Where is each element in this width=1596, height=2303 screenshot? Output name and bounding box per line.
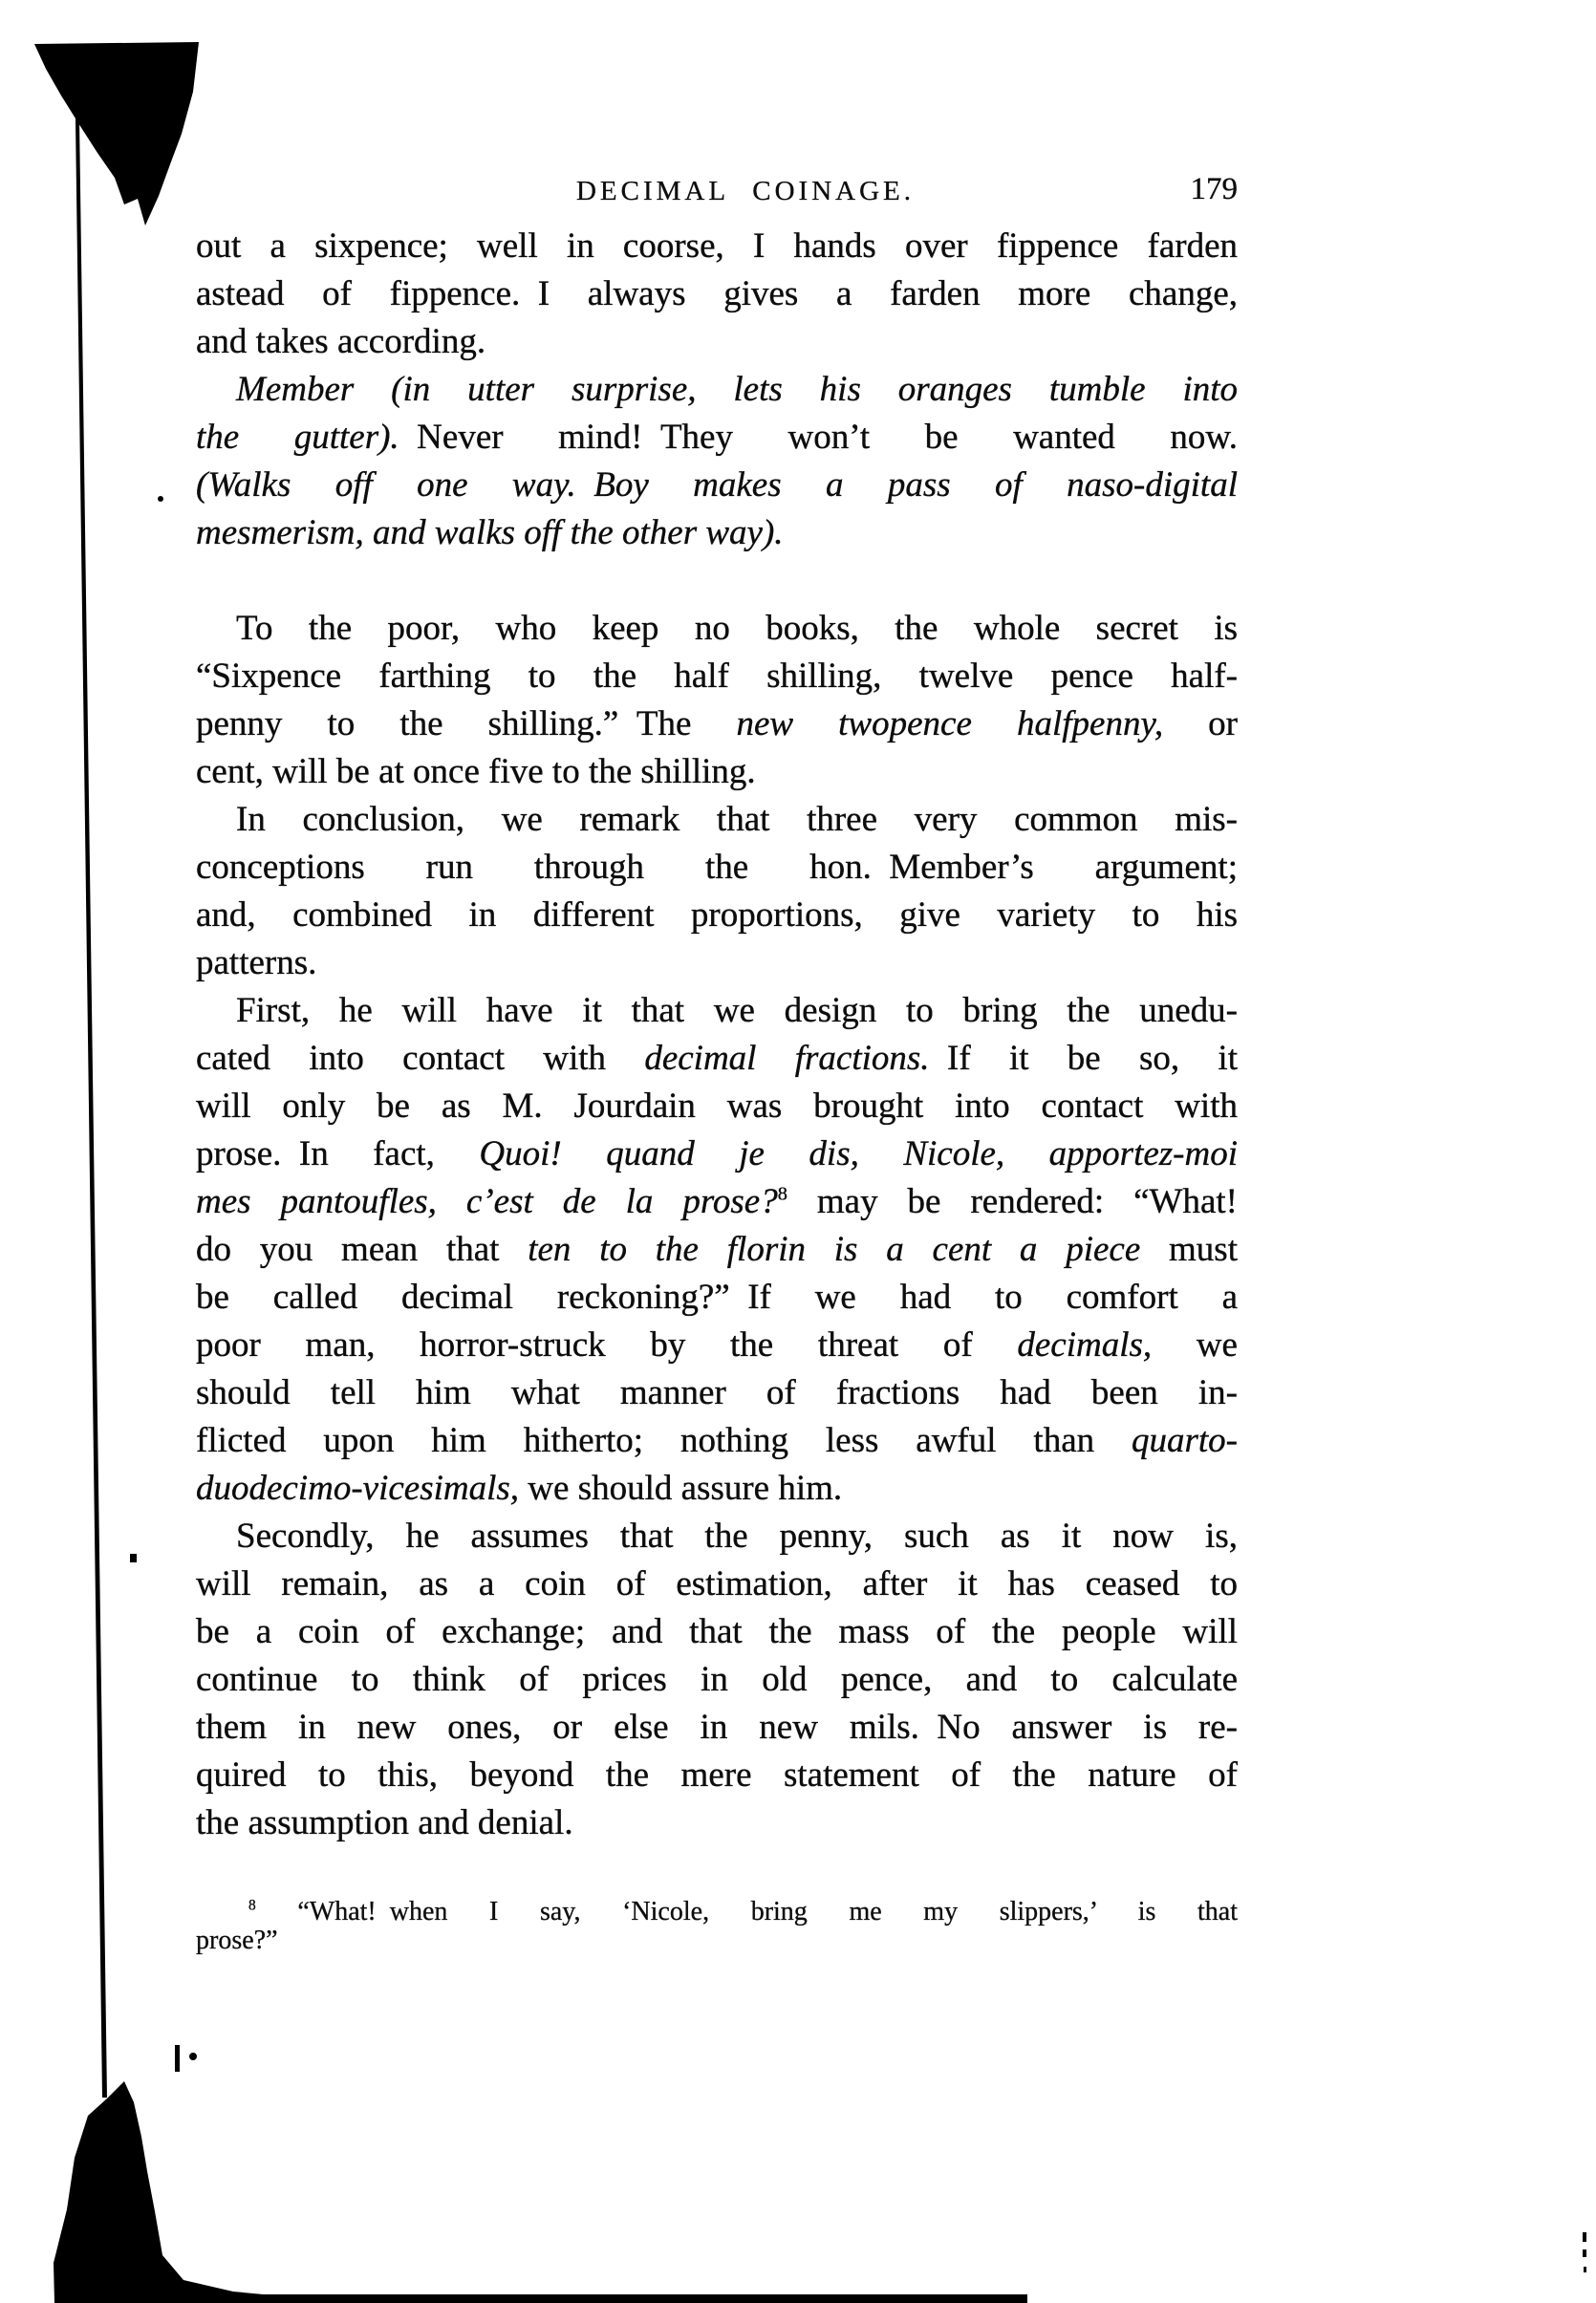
text-line [196,318,1238,366]
ink-speck-small [158,496,163,502]
text-line [196,270,1238,318]
text-line [196,700,1238,748]
ink-speck-left [130,1554,137,1562]
text-line [196,1465,1238,1513]
text-line [196,1608,1238,1656]
italic-run: Quoi! quand je dis, Nicole, apportez-moi [479,1134,1238,1173]
text-line [196,748,1238,796]
ink-speck-tick [175,2045,180,2072]
text-run: poor man, horror-struck by the threat of [196,1325,1018,1365]
text-run: be called decimal reckoning?” If we had to comfort a [196,1278,1238,1317]
text-run: or [1163,704,1238,743]
text-run: flicted upon him hitherto; nothing less awful than [196,1421,1132,1460]
text-line [196,1704,1238,1752]
text-run: continue to think of prices in old pence, and to calculate [196,1660,1238,1699]
text-run: prose. In fact, [196,1134,480,1173]
text-run: penny to the shilling.” The [196,704,737,743]
text-line [196,1656,1238,1704]
right-edge-mark-1 [1583,2232,1586,2242]
bottom-edge-smear [172,2294,1027,2303]
right-edge-mark-3 [1584,2267,1586,2272]
text-run: them in new ones, or else in new mils. No answer is re- [196,1708,1238,1747]
ink-speck-dot [189,2053,197,2060]
italic-run: decimal fractions. [644,1039,930,1078]
text-run: If it be so, it [929,1039,1238,1078]
text-run: may be rendered: “What! [787,1182,1238,1221]
text-run: will only be as M. Jourdain was brought into contact with [196,1087,1238,1126]
text-run: cent, will be at once five to the shilling. [196,752,756,791]
text-line [196,1752,1238,1799]
footnote-marker: 8 [777,1183,787,1205]
italic-run: ten to the florin is a cent a piece [528,1230,1141,1269]
text-line [196,1560,1238,1608]
text-run: be a coin of exchange; and that the mass of the people will [196,1612,1238,1651]
text-line [196,1369,1238,1417]
text-run: prose?” [196,1926,278,1955]
text-line [196,844,1238,892]
paragraph [196,1513,1238,1847]
italic-run: quarto- [1132,1421,1238,1460]
text-line [196,414,1238,462]
text-run: and takes according. [196,322,486,361]
page-number: 179 [1190,172,1238,206]
text-run: we [1152,1325,1238,1365]
text-line [196,223,1238,270]
text-line [196,1274,1238,1322]
text-line [196,1178,1238,1226]
text-run: we should assure him. [519,1469,843,1508]
text-line [196,1226,1238,1274]
text-run: cated into contact with [196,1039,645,1078]
right-edge-mark-2 [1583,2249,1586,2257]
bottom-left-ink-blot [54,2081,325,2303]
text-run: patterns. [196,943,317,982]
text-run: Never mind! They won’t be wanted now. [399,418,1239,457]
body-text [196,223,1238,1847]
italic-run: mesmerism, and walks off the other way). [196,513,784,552]
text-line [196,1417,1238,1465]
italic-run: Member (in utter surprise, lets his oranges tumble into [236,370,1238,409]
paragraph [196,605,1238,796]
text-run: First, he will have it that we design to bring the unedu- [236,991,1238,1030]
paragraph [196,366,1238,557]
italic-run: mes pantoufles, c’est de la prose? [196,1182,778,1221]
text-run: conceptions run through the hon. Member’s argument; [196,848,1238,887]
text-line [196,509,1238,557]
text-run: the assumption and denial. [196,1803,573,1842]
text-line [196,1898,1238,1926]
text-run: out a sixpence; well in coorse, I hands over fippence farden [196,226,1238,266]
text-line [196,1035,1238,1083]
text-run: will remain, as a coin of estimation, after it has ceased to [196,1564,1238,1603]
text-run: “Sixpence farthing to the half shilling, twelve pence half- [196,656,1238,696]
text-line [196,1513,1238,1560]
paragraph [196,987,1238,1513]
text-run: “What! when I say, ‘Nicole, bring me my slippers,’ is that [255,1897,1238,1926]
text-run: should tell him what manner of fractions had been in- [196,1373,1238,1412]
italic-run: (Walks off one way. Boy makes a pass of naso-digital [196,465,1238,505]
text-line [196,1322,1238,1369]
text-run: quired to this, beyond the mere statement of the nature of [196,1755,1238,1795]
text-line [196,939,1238,987]
page-header [196,172,1238,210]
paragraph [196,223,1238,366]
text-line [196,462,1238,509]
text-line [196,653,1238,700]
text-run: To the poor, who keep no books, the whole secret is [236,609,1238,648]
text-line [196,1083,1238,1130]
text-line [196,796,1238,844]
text-line [196,1799,1238,1847]
top-left-ink-blot [34,42,199,226]
italic-run: duodecimo-vicesimals, [196,1469,520,1508]
text-run: astead of fippence. I always gives a farden more change, [196,274,1238,313]
running-title: DECIMAL COINAGE. [575,176,915,206]
text-line [196,987,1238,1035]
text-line [196,366,1238,414]
italic-run: new twopence halfpenny, [736,704,1164,743]
text-run: and, combined in different proportions, give variety to his [196,895,1238,935]
text-line [196,1130,1238,1178]
italic-run: the gutter). [196,418,399,457]
text-run: do you mean that [196,1230,528,1269]
text-line [196,605,1238,653]
paragraph [196,796,1238,987]
footnote-marker: 8 [248,1897,256,1914]
left-margin-scan-line [75,50,107,2098]
text-run: must [1140,1230,1238,1269]
text-line [196,892,1238,939]
text-line [196,1926,1238,1955]
italic-run: decimals, [1017,1325,1153,1365]
text-run: In conclusion, we remark that three very common mis- [236,800,1238,839]
text-run: Secondly, he assumes that the penny, such as it now is, [236,1517,1238,1556]
footnote [196,1898,1238,1955]
